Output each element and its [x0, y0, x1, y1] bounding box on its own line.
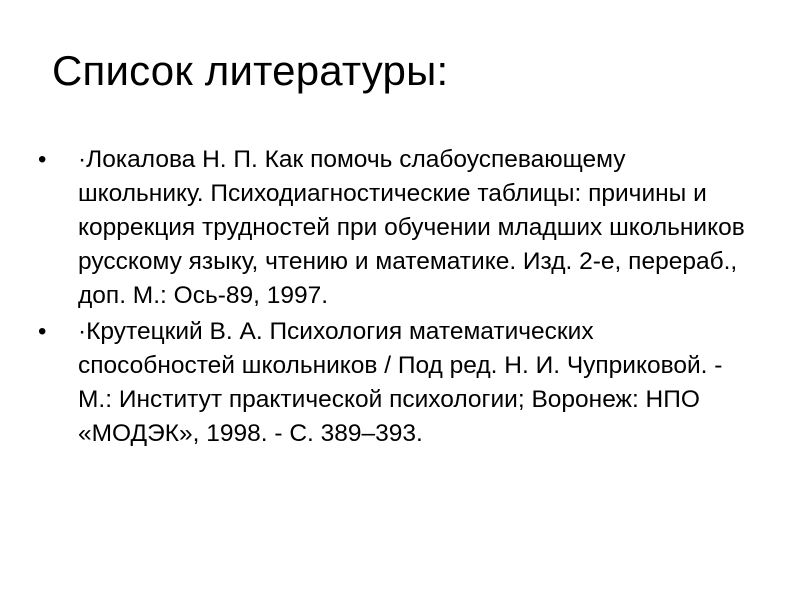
reference-list	[38, 143, 756, 453]
bullet-icon: •	[38, 318, 47, 345]
slide-title: Список литературы:	[52, 47, 449, 94]
list-item	[38, 143, 756, 313]
reference-text: ·Крутецкий В. А. Психология математических способностей школьников / Под ред. Н. И. Чуприковой. - М.: Институт практической психологии; Воронеж: НПО «МОДЭК», 1998. - С. 389–393.	[78, 318, 723, 447]
list-item	[38, 315, 756, 451]
bullet-icon: •	[38, 146, 47, 173]
reference-text: ·Локалова Н. П. Как помочь слабоуспевающему школьнику. Психодиагностические таблицы: причины и коррекция трудностей при обучении младших школьников русскому языку, чтению и математике. Изд. 2-е, перераб., доп. М.: Ось-89, 1997.	[78, 146, 745, 309]
